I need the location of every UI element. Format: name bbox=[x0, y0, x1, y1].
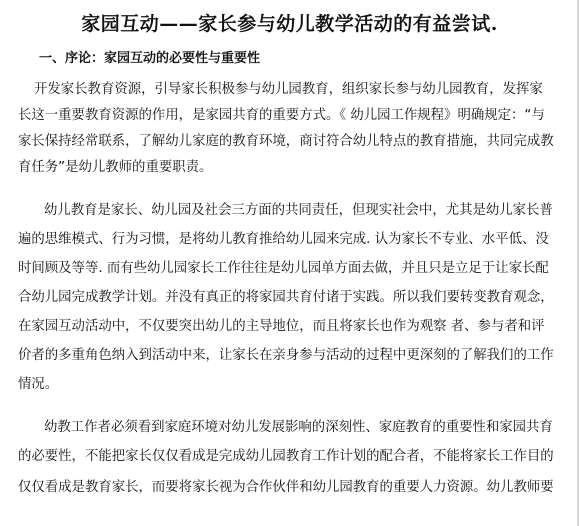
paragraph-line: 仅仅看成是教育家长，而要将家长视为合作伙伴和幼儿园教育的重要人力资源。幼儿教师要 bbox=[18, 480, 554, 495]
document-title: 家园互动——家长参与幼儿教学活动的有益尝试. bbox=[81, 13, 498, 35]
paragraph-line: 幼儿教育是家长、幼儿园及社会三方面的共同责任，但现实社会中，尤其是幼儿家长普 bbox=[44, 203, 553, 218]
paragraph-line: 遍的思维模式、行为习惯，是将幼儿教育推给幼儿园来完成. 认为家长不专业、水平低、没 bbox=[18, 232, 549, 247]
paragraph-line: 家长保持经常联系，了解幼儿家庭的教育环境，商讨符合幼儿特点的教育措施，共同完成教 bbox=[18, 134, 554, 149]
paragraph-line: 价者的多重角色纳入到活动中来，让家长在亲身参与活动的过程中更深刻的了解我们的工作 bbox=[18, 348, 554, 363]
paragraph-line: 长这一重要教育资源的作用，是家园共育的重要方式。《 幼儿园工作规程》明确规定：“与 bbox=[18, 108, 545, 123]
paragraph-line: 开发家长教育资源，引导家长积极参与幼儿园教育，组织家长参与幼儿园教育，发挥家 bbox=[34, 82, 543, 97]
paragraph-line: 情况。 bbox=[18, 377, 59, 392]
paragraph-line: 在家园互动活动中，不仅要突出幼儿的主导地位，而且将家长也作为观察 者、参与者和评 bbox=[18, 319, 545, 334]
paragraph-line: 合幼儿园完成教学计划。并没有真正的将家园共育付诸于实践。所以我们要转变教育观念， bbox=[18, 290, 554, 305]
paragraph-line: 幼教工作者必须看到家庭环境对幼儿发展影响的深刻性、家庭教育的重要性和家园共育 bbox=[44, 420, 553, 435]
paragraph-line: 时间顾及等等. 而有些幼儿园家长工作往往是幼儿园单方面去做，并且只是立足于让家长配 bbox=[18, 261, 549, 276]
paragraph-line: 的必要性，不能把家长仅仅看成是完成幼儿园教育工作计划的配合者，不能将家长工作目的 bbox=[18, 449, 554, 464]
paragraph-line: 育任务”是幼儿教师的重要职责。 bbox=[18, 160, 213, 175]
section-heading: 一、序论：家园互动的必要性与重要性 bbox=[39, 51, 261, 66]
